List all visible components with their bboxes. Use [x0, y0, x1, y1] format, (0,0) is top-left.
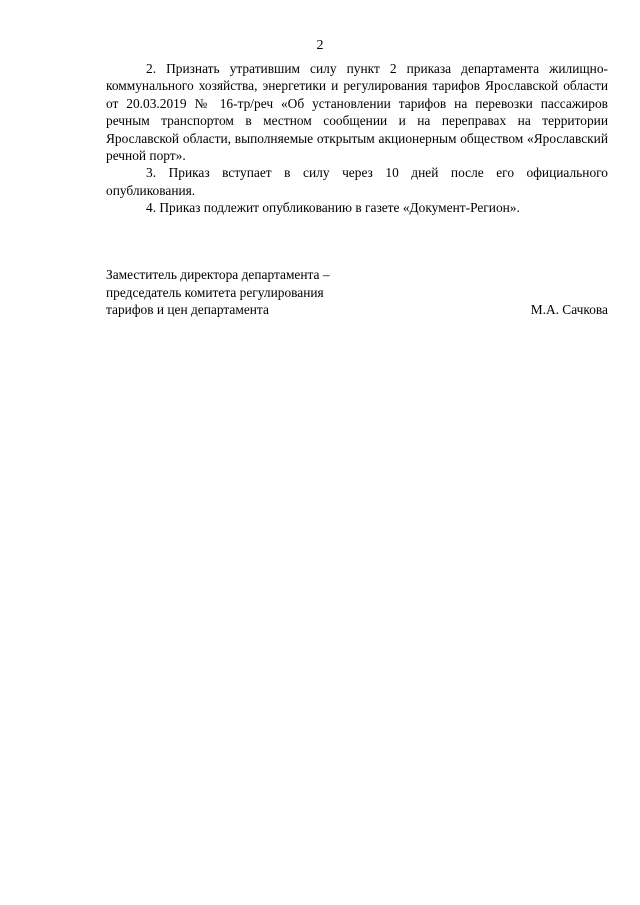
paragraph-item-3: 3. Приказ вступает в силу через 10 дней после его официального опубликования.: [106, 165, 608, 198]
signer-position-line-1: Заместитель директора департамента –: [106, 267, 330, 282]
signer-name: М.А. Сачкова: [530, 302, 608, 318]
paragraph-item-4: 4. Приказ подлежит опубликованию в газете «Документ-Регион».: [146, 200, 520, 216]
paragraph-item-2: 2. Признать утратившим силу пункт 2 приказа департамента жилищно-коммунального хозяйства, энергетики и регулирования тарифов Ярославской области от 20.03.2019 № 16-тр/реч «Об установлении тарифов на перевозки пассажиров речным транспортом в местном сообщении и на переправах на территории Ярославской области, выполняемые открытым акционерным обществом «Ярославский речной порт».: [106, 61, 608, 164]
page-number: 2: [316, 38, 324, 53]
signer-position-line-3: тарифов и цен департамента: [106, 302, 269, 318]
signature-final-row: [106, 301, 608, 319]
signer-position-line-2: председатель комитета регулирования: [106, 284, 324, 300]
document-body: [106, 60, 608, 217]
signature-block: [106, 266, 608, 319]
